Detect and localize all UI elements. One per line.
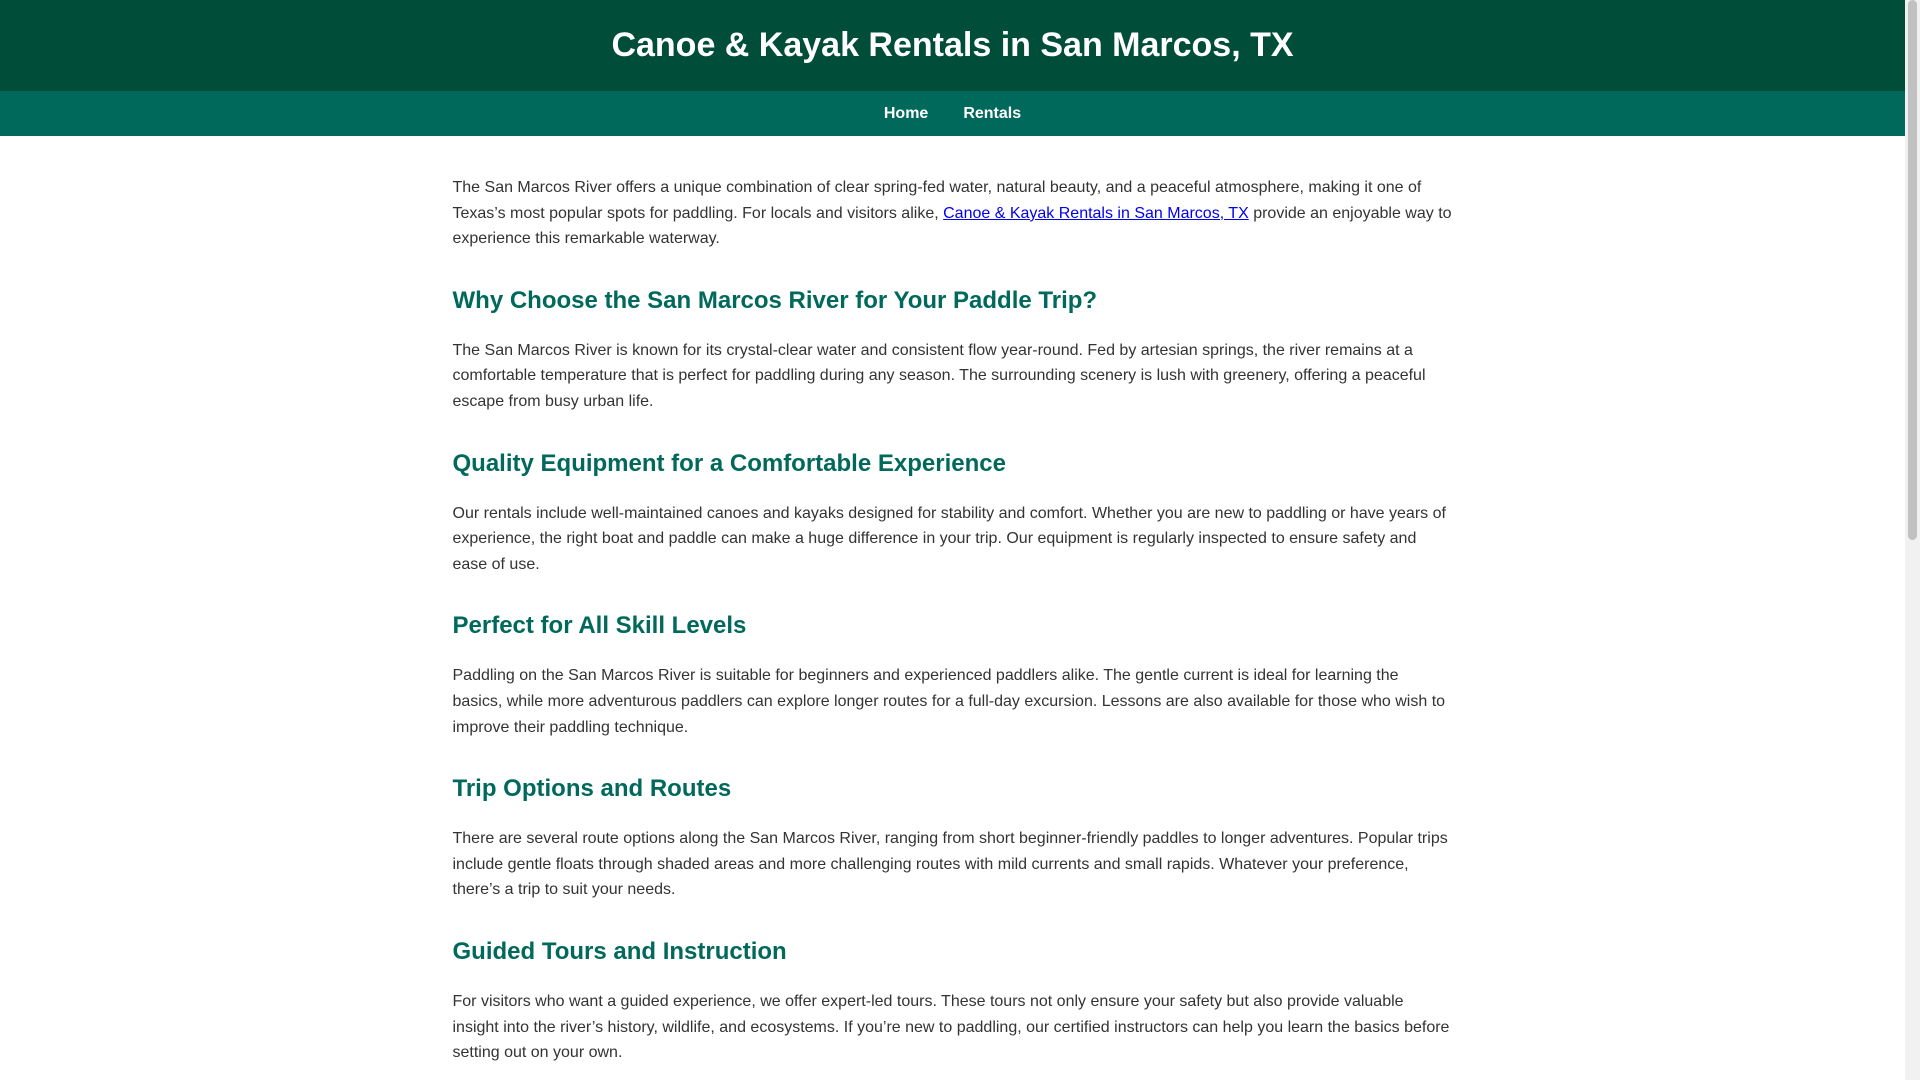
section-paragraph: The San Marcos River is known for its crystal-clear water and consistent flow year-round. Fed by artesian springs, the river remains at a comfortable temperature that is perfect for paddling during any season. The surrounding scenery is lush with greenery, offering a peaceful escape from busy urban life. [452, 341, 1426, 410]
section-heading: Perfect for All Skill Levels [452, 612, 747, 640]
main-content [453, 136, 1453, 1066]
nav-rentals-link[interactable]: Rentals [963, 104, 1022, 122]
section-heading: Quality Equipment for a Comfortable Experience [452, 449, 1006, 477]
intro-paragraph [453, 175, 1453, 252]
section-heading: Trip Options and Routes [452, 775, 732, 803]
site-header [0, 0, 1905, 91]
intro-rentals-link[interactable]: Canoe & Kayak Rentals in San Marcos, TX [943, 204, 1249, 222]
scrollbar-thumb[interactable] [1908, 0, 1917, 540]
section-paragraph: There are several route options along the San Marcos River, ranging from short beginner-friendly paddles to longer adventures. Popular trips include gentle floats through shaded areas and more challenging routes with mild currents and small rapids. Whatever your preference, there’s a trip to suit your needs. [452, 830, 1448, 899]
main-nav [0, 91, 1905, 136]
section-heading: Why Choose the San Marcos River for Your Paddle Trip? [452, 286, 1098, 314]
nav-home-link[interactable]: Home [883, 104, 929, 122]
section-heading: Guided Tours and Instruction [452, 937, 787, 965]
section-paragraph: For visitors who want a guided experience, we offer expert-led tours. These tours not only ensure your safety but also provide valuable insight into the river’s history, wildlife, and ecosystems. If you’re new to paddling, our certified instructors can help you learn the basics before setting out on your own. [452, 992, 1450, 1062]
section-paragraph: Paddling on the San Marcos River is suitable for beginners and experienced paddlers alike. The gentle current is ideal for learning the basics, while more adventurous paddlers can explore longer routes for a full-day excursion. Lessons are also available for those who wish to improve their paddling technique. [452, 667, 1446, 736]
intro-text-after: provide an enjoyable way to experience this remarkable waterway. [452, 204, 1452, 248]
site-title: Canoe & Kayak Rentals in San Marcos, TX [611, 26, 1294, 64]
vertical-scrollbar[interactable] [1905, 0, 1920, 1080]
intro-text-before: The San Marcos River offers a unique combination of clear spring-fed water, natural beauty, and a peaceful atmosphere, making it one of Texas’s most popular spots for paddling. For locals and visitors alike, [452, 179, 1422, 222]
section-paragraph: Our rentals include well-maintained canoes and kayaks designed for stability and comfort. Whether you are new to paddling or have years of experience, the right boat and paddle can make a huge difference in your trip. Our equipment is regularly inspected to ensure safety and ease of use. [452, 504, 1446, 573]
